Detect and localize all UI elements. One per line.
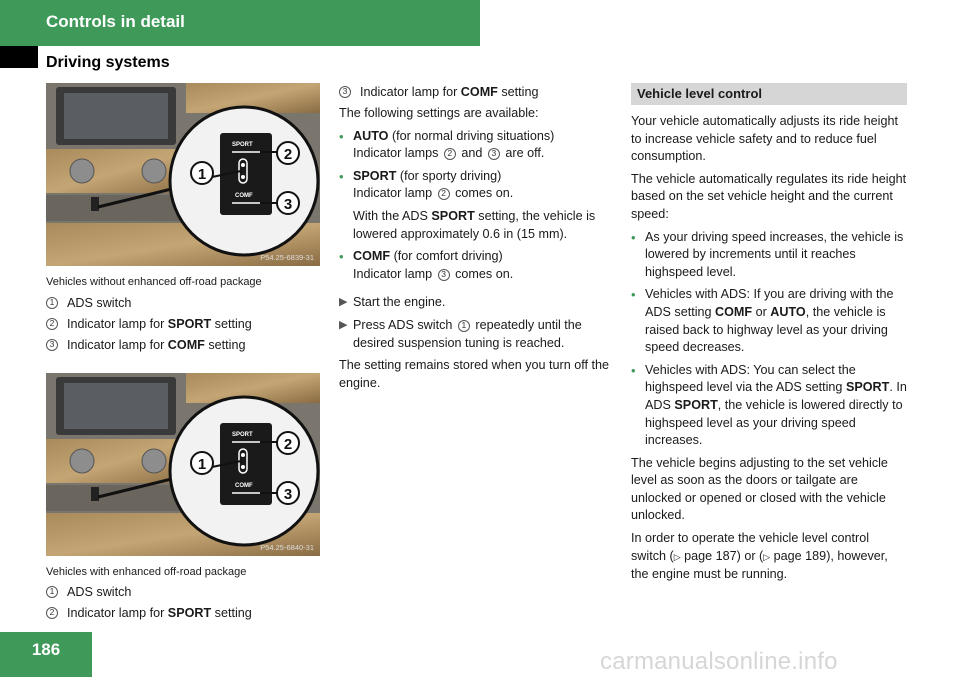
bullet-dot: • xyxy=(631,362,636,378)
column-right xyxy=(631,83,907,589)
section-subtitle: Driving systems xyxy=(46,54,170,71)
callout-3-fig1: 3 xyxy=(283,196,293,213)
bullet-bold: AUTO xyxy=(770,304,806,319)
closing-paragraph: The setting remains stored when you turn off the engine. xyxy=(339,358,609,390)
item-text: Indicator lamp for xyxy=(67,316,168,331)
figure-caption-2: Vehicles with enhanced off-road package xyxy=(46,565,247,578)
item-bold: COMF xyxy=(167,337,205,352)
paragraph: The vehicle automatically regulates its ride height based on the set vehicle height and the current speed: xyxy=(631,171,907,221)
number-marker: 2 xyxy=(46,318,58,330)
bullet-text: As your driving speed increases, the vehicle is lowered by increments until it reaches highspeed level. xyxy=(645,229,904,279)
callout-2-fig1: 2 xyxy=(283,146,293,163)
setting-note-bold: SPORT xyxy=(431,208,475,223)
paragraph-page-refs xyxy=(631,530,907,584)
figure-ads-switch-offroad xyxy=(46,373,320,556)
step-arrow-icon: ▶ xyxy=(339,296,348,309)
bullet-bold: SPORT xyxy=(845,380,890,395)
setting-name: COMF xyxy=(353,249,391,264)
setting-desc: (for normal driving situations) xyxy=(388,128,555,143)
callout-3-fig2: 3 xyxy=(283,485,293,503)
sport-label-1: SPORT xyxy=(232,142,253,148)
setting-text: Indicator lamps xyxy=(353,146,442,161)
bullet-text: or xyxy=(752,304,771,319)
dashboard-photo-2 xyxy=(46,373,320,556)
comf-label-1: COMF xyxy=(235,193,253,199)
item-text: setting xyxy=(211,606,252,621)
figure-code-2: P54.25-6840-31 xyxy=(260,542,314,552)
column-middle xyxy=(339,84,617,397)
setting-sport xyxy=(339,168,617,243)
figure-caption-1: Vehicles without enhanced off-road package xyxy=(46,276,262,288)
list-item xyxy=(46,584,320,602)
page-ref-arrow-icon: ▷ xyxy=(673,551,681,562)
item-text: setting xyxy=(497,85,539,99)
setting-text: comes on. xyxy=(451,266,514,281)
sport-label-2: SPORT xyxy=(232,431,253,438)
paragraph: The vehicle begins adjusting to the set vehicle level as soon as the doors or tailgate are unlocked or opened or closed with the vehicle unlocked. xyxy=(631,455,888,523)
figure-ads-switch-standard xyxy=(46,83,320,266)
bullet-dot: • xyxy=(339,168,344,184)
setting-name: AUTO xyxy=(353,128,389,143)
bullet-text: , the vehicle is lowered directly to highspeed level as your driving speed increases. xyxy=(645,397,903,448)
bullet-text: Vehicles with ADS: You can select the highspeed level via the ADS setting xyxy=(645,362,856,395)
setting-text: Indicator lamp xyxy=(353,266,436,281)
number-marker: 2 xyxy=(438,188,450,200)
setting-text: are off. xyxy=(501,146,545,161)
setting-name: SPORT xyxy=(353,168,397,183)
bullet-text: Vehicles with ADS: If you are driving with the ADS setting xyxy=(645,287,894,319)
settings-intro: The following settings are available: xyxy=(339,105,539,120)
step-press-switch xyxy=(339,317,617,352)
item-text: Indicator lamp for xyxy=(360,85,461,99)
page-reference-link[interactable]: page 189 xyxy=(773,548,827,563)
page-reference-link[interactable]: page 187 xyxy=(684,548,737,563)
paragraph: Your vehicle automatically adjusts its ride height to increase vehicle safety and to reduce fuel consumption. xyxy=(631,114,898,164)
setting-note: With the ADS xyxy=(353,208,432,223)
number-marker: 2 xyxy=(46,607,58,619)
bullet-bold: SPORT xyxy=(674,397,718,412)
callout-1-fig1: 1 xyxy=(197,166,207,183)
setting-auto xyxy=(339,128,617,163)
list-item xyxy=(46,295,320,313)
item-text: ADS switch xyxy=(67,295,132,310)
item-bold: SPORT xyxy=(167,316,212,331)
item-text: Indicator lamp for xyxy=(67,337,168,352)
bullet-dot: • xyxy=(631,287,636,303)
number-marker: 1 xyxy=(46,586,58,598)
page-ref-arrow-icon: ▷ xyxy=(763,551,771,562)
list-item xyxy=(339,84,617,102)
list-item xyxy=(46,605,320,623)
number-marker: 1 xyxy=(458,320,470,332)
list-item xyxy=(46,316,320,334)
setting-note: setting, the vehicle is lowered approximately 0.6 in (15 mm). xyxy=(353,208,596,241)
bullet-text: , the vehicle is raised back to highway level as your driving speed decreases. xyxy=(645,304,888,355)
figure-code-1: P54.25-6839-31 xyxy=(260,253,314,262)
header-marker xyxy=(0,46,38,68)
chapter-title: Controls in detail xyxy=(46,12,185,31)
item-text: setting xyxy=(204,337,246,352)
bullet-dot: • xyxy=(631,229,636,245)
bullet-text: . In ADS xyxy=(645,380,907,412)
paragraph-text: ) or ( xyxy=(736,548,764,563)
number-marker: 3 xyxy=(46,339,58,351)
callout-2-fig2: 2 xyxy=(283,435,293,453)
step-start-engine xyxy=(339,294,617,312)
dashboard-photo-1 xyxy=(46,83,320,266)
item-bold: COMF xyxy=(460,85,498,99)
paragraph-text: In order to operate the vehicle level control switch ( xyxy=(631,531,870,563)
item-text: Indicator lamp for xyxy=(67,606,168,621)
step-text: Start the engine. xyxy=(353,295,446,310)
bullet-item xyxy=(631,229,907,282)
setting-text: and xyxy=(457,146,486,161)
number-marker: 2 xyxy=(444,148,456,160)
setting-desc: (for comfort driving) xyxy=(390,249,503,264)
item-text: setting xyxy=(211,316,252,331)
setting-comf xyxy=(339,248,617,283)
step-text: Press ADS switch xyxy=(353,317,456,332)
bullet-dot: • xyxy=(339,128,344,144)
bullet-item xyxy=(631,362,907,450)
step-arrow-icon: ▶ xyxy=(339,318,348,331)
column-left xyxy=(46,83,320,626)
setting-desc: (for sporty driving) xyxy=(396,168,502,183)
list-item xyxy=(46,337,320,355)
number-marker: 3 xyxy=(438,269,450,281)
comf-label-2: COMF xyxy=(235,482,253,489)
item-text: ADS switch xyxy=(67,585,132,600)
bullet-item xyxy=(631,286,907,356)
number-marker: 3 xyxy=(339,86,351,98)
number-marker: 3 xyxy=(488,148,500,160)
callout-1-fig2: 1 xyxy=(197,455,207,473)
section-header: Vehicle level control xyxy=(631,83,907,105)
setting-text: Indicator lamp xyxy=(353,186,436,201)
item-bold: SPORT xyxy=(167,606,212,621)
number-marker: 1 xyxy=(46,297,58,309)
step-text: repeatedly until the desired suspension tuning is reached. xyxy=(353,317,582,350)
watermark: carmanualsonline.info xyxy=(600,648,838,675)
paragraph-text: ), however, the engine must be running. xyxy=(631,548,888,582)
page-number: 186 xyxy=(31,640,61,659)
setting-text: comes on. xyxy=(451,186,514,201)
bullet-dot: • xyxy=(339,249,344,265)
bullet-bold: COMF xyxy=(715,304,753,319)
